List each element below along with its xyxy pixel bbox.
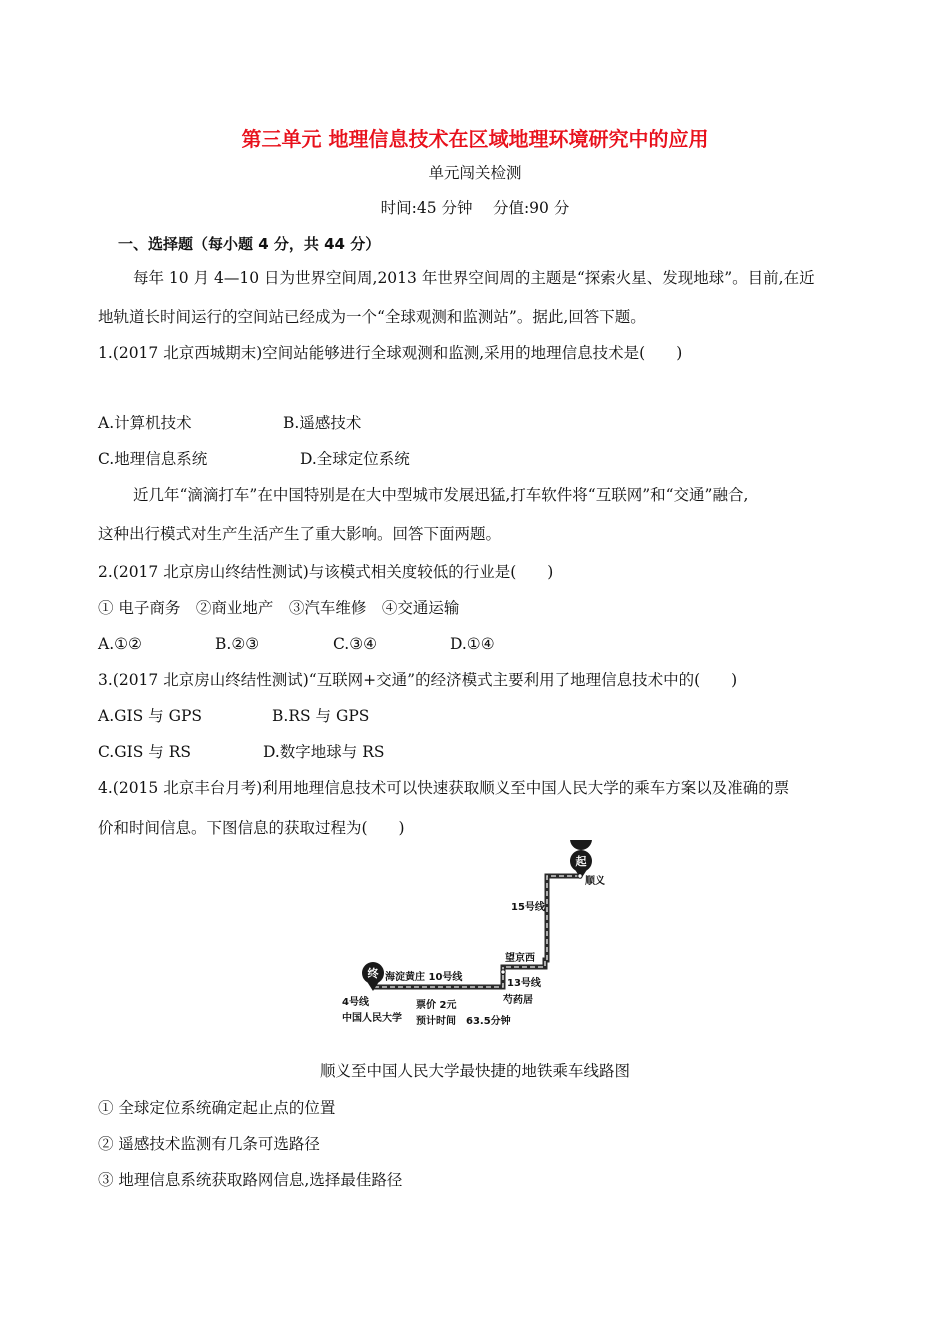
line-13-label: 13号线 (507, 978, 541, 989)
start-marker-icon (570, 840, 592, 879)
q3-option-c: C.GIS 与 RS (98, 743, 192, 761)
station-wangjingxi: 望京西 (505, 953, 535, 964)
subway-route-map (335, 840, 625, 1045)
page-subtitle: 单元闯关检测 (428, 164, 522, 182)
question4-stem-line1: 4.(2015 北京丰台月考)利用地理信息技术可以快速获取顺义至中国人民大学的乘车方案以及准确的票 (98, 779, 790, 797)
q1-option-a: A.计算机技术 (98, 414, 192, 432)
q3-option-d: D.数字地球与 RS (263, 743, 385, 761)
line-4-label: 4号线 (342, 997, 369, 1008)
q1-option-b: B.遥感技术 (283, 414, 362, 432)
station-renda: 中国人民大学 (342, 1013, 402, 1024)
passage2-line2: 这种出行模式对生产生活产生了重大影响。回答下面两题。 (98, 525, 502, 543)
q2-option-d: D.①④ (450, 635, 495, 653)
station-haidianhuangzhuang: 海淀黄庄 10号线 (385, 972, 463, 983)
time-score-info: 时间:45 分钟 分值:90 分 (380, 199, 570, 217)
question2-stem: 2.(2017 北京房山终结性测试)与该模式相关度较低的行业是( ) (98, 563, 554, 581)
q3-option-b: B.RS 与 GPS (272, 707, 370, 725)
q1-option-c: C.地理信息系统 (98, 450, 208, 468)
station-dot-wangjingxi (501, 970, 505, 974)
passage2-line1: 近几年“滴滴打车”在中国特别是在大中型城市发展迅猛,打车软件将“互联网”和“交通”融合, (133, 486, 749, 504)
passage1-line1: 每年 10 月 4—10 日为世界空间周,2013 年世界空间周的主题是“探索火星、发现地球”。目前,在近 (133, 269, 815, 287)
q4-option-2: ② 遥感技术监测有几条可选路径 (98, 1135, 320, 1153)
page-title: 第三单元 地理信息技术在区域地理环境研究中的应用 (241, 127, 709, 151)
end-marker-label: 终 (367, 967, 379, 980)
station-dot-shunyi (578, 874, 582, 878)
passage1-line2: 地轨道长时间运行的空间站已经成为一个“全球观测和监测站”。据此,回答下题。 (98, 308, 646, 326)
question4-stem-line2: 价和时间信息。下图信息的获取过程为( ) (98, 819, 405, 837)
map-caption: 顺义至中国人民大学最快捷的地铁乘车线路图 (319, 1062, 630, 1080)
station-shunyi: 顺义 (585, 876, 605, 887)
q2-option-c: C.③④ (333, 635, 378, 653)
q4-option-1: ① 全球定位系统确定起止点的位置 (98, 1099, 336, 1117)
q2-option-a: A.①② (98, 635, 142, 653)
section-heading: 一、选择题（每小题 4 分，共 44 分） (118, 235, 381, 253)
q4-option-3: ③ 地理信息系统获取路网信息,选择最佳路径 (98, 1171, 403, 1189)
question3-stem: 3.(2017 北京房山终结性测试)“互联网+交通”的经济模式主要利用了地理信息技术中的( ) (98, 671, 738, 689)
question1-stem: 1.(2017 北京西城期末)空间站能够进行全球观测和监测,采用的地理信息技术是( ) (98, 344, 683, 362)
q1-option-d: D.全球定位系统 (300, 450, 410, 468)
route-line (373, 876, 580, 987)
q3-option-a: A.GIS 与 GPS (98, 707, 203, 725)
time-info: 预计时间 63.5分钟 (416, 1016, 511, 1027)
fare-info: 票价 2元 (416, 1000, 457, 1011)
line-15-label: 15号线 (511, 902, 545, 913)
q2-option-b: B.②③ (215, 635, 260, 653)
station-shaoyaoju: 芍药居 (503, 995, 533, 1006)
q2-items: ① 电子商务 ②商业地产 ③汽车维修 ④交通运输 (98, 599, 460, 617)
start-marker-label: 起 (575, 855, 587, 868)
